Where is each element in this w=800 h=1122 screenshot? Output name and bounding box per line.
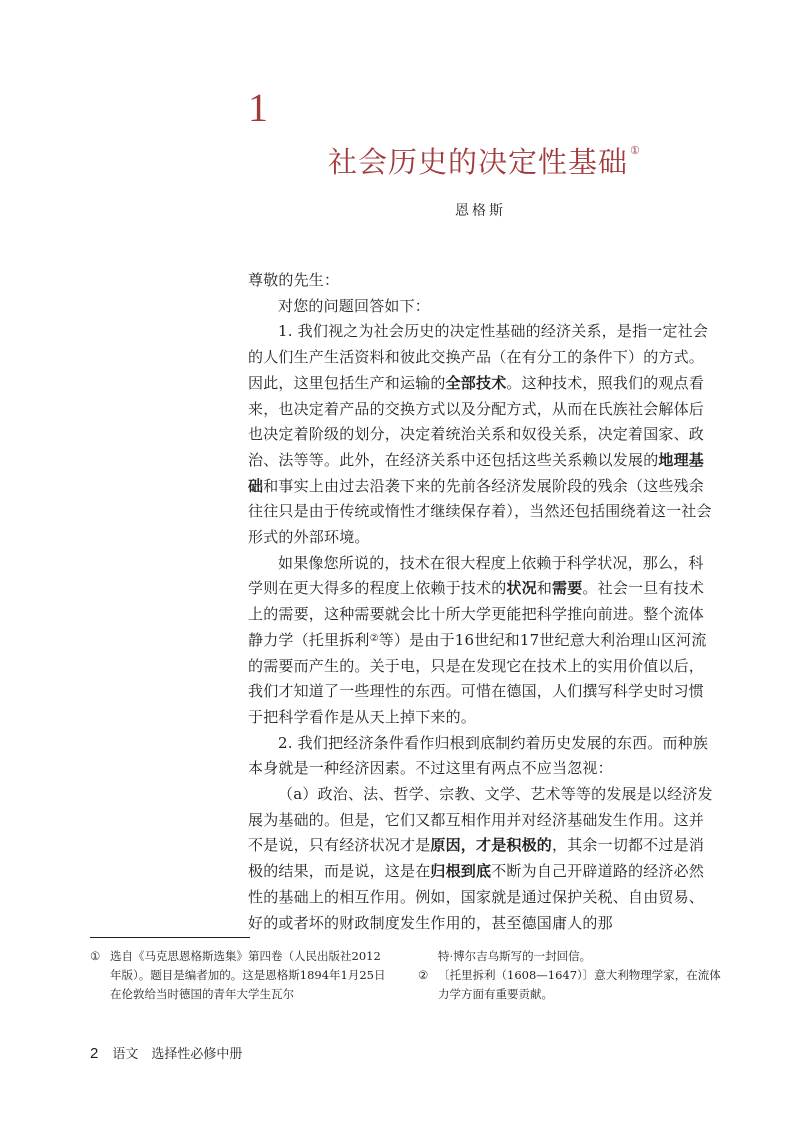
footnote-text: 选自《马克思恩格斯选集》第四卷（人民出版社2012年版）。题目是编者加的。这是恩格斯1894年1月25日在伦敦给当时德国的青年大学生瓦尔 [110, 949, 386, 1001]
emphasis: 状况 [506, 579, 537, 598]
footnote-mark: ① [90, 949, 101, 963]
text-run: 如果像您所说的，技术在很大程度上依赖于科学状况，那么，科学则在更大得多的程度上依赖于技术的 [248, 553, 704, 598]
article-body [248, 268, 718, 936]
text-run: 和事实上由过去沿袭下来的先前各经济发展阶段的残余（这些残余往往只是由于传统或惰性才继续保存着），当然还包括围绕着这一社会形式的外部环境。 [248, 476, 712, 547]
emphasis: 原因，才是积极的 [430, 836, 553, 855]
text-run: 不断为自己开辟道路的经济必然性的基础上的相互作用。例如，国家就是通过保护关税、自由贸易、好的或者坏的财政制度发生作用的，甚至德国庸人的那 [248, 862, 705, 932]
book-title: 语文 选择性必修中册 [112, 1047, 243, 1062]
footnote-1 [90, 947, 390, 1004]
chapter-title [328, 140, 641, 181]
emphasis: 归根到底 [430, 862, 492, 881]
paragraph-3: 2. 我们把经济条件看作归根到底制约着历史发展的东西。而种族本身就是一种经济因素。不过这里有两点不应当忽视： [248, 733, 709, 778]
chapter-title-text: 社会历史的决定性基础 [328, 145, 629, 179]
text-run: 1. 我们视之为社会历史的决定性基础的经济关系，是指一定社会的人们生产生活资料和彼此交换产品（在有分工的条件下）的方式。因此，这里包括生产和运输的 [248, 322, 709, 392]
footnote-2 [418, 966, 728, 1004]
salutation: 尊敬的先生： [248, 271, 340, 289]
emphasis: 全部技术 [445, 373, 507, 392]
page-number: 2 [90, 1045, 99, 1062]
text-run: 。这种技术，照我们的观点看来，也决定着产品的交换方式以及分配方式，从而在氏族社会解体后也决定着阶级的划分，决定着统治关系和奴役关系，决定着国家、政治、法等等。此外，在经济关系中还包括这些关系赖以发展的 [248, 373, 705, 469]
text-run: 。社会一旦有技术上的需要，这种需要就会比十所大学更能把科学推向前进。整个流体静力学（托里拆利 [248, 579, 705, 649]
text-run: ，其余一切都不过是消极的结果，而是说，这是在 [248, 836, 705, 881]
footnote-ref-2[interactable]: ② [369, 632, 379, 644]
chapter-number: 1 [248, 85, 268, 130]
emphasis: 需要 [552, 579, 583, 598]
footnote-mark: ② [418, 968, 429, 982]
paragraph-2 [248, 551, 718, 731]
author: 恩格斯 [455, 203, 506, 219]
footnote-column-right [418, 947, 728, 1004]
title-footnote-mark: ① [630, 144, 641, 157]
paragraph-4 [248, 782, 718, 936]
page-footer [90, 1043, 242, 1062]
text-run: 等）是由于16世纪和17世纪意大利治理山区河流的需要而产生的。关于电，只是在发现它在技术上的实用价值以后，我们才知道了一些理性的东西。可惜在德国，人们撰写科学史时习惯于把科学看作是从天上掉下来的。 [248, 630, 707, 726]
footnote-divider [90, 937, 250, 938]
emphasis: 地理基础 [248, 450, 705, 495]
footnote-1-continued: 特·博尔吉乌斯写的一封回信。 [438, 949, 592, 963]
text-run: （a）政治、法、哲学、宗教、文学、艺术等等的发展是以经济发展为基础的。但是，它们又都互相作用并对经济基础发生作用。这并不是说，只有经济状况才是 [248, 785, 713, 855]
paragraph-1 [248, 319, 718, 550]
text-run: 和 [536, 579, 553, 598]
footnote-text: 〔托里拆利（1608—1647）〕意大利物理学家，在流体力学方面有重要贡献。 [438, 968, 721, 1001]
intro-paragraph: 对您的问题回答如下： [278, 296, 431, 315]
footnote-column-left [90, 947, 390, 1004]
